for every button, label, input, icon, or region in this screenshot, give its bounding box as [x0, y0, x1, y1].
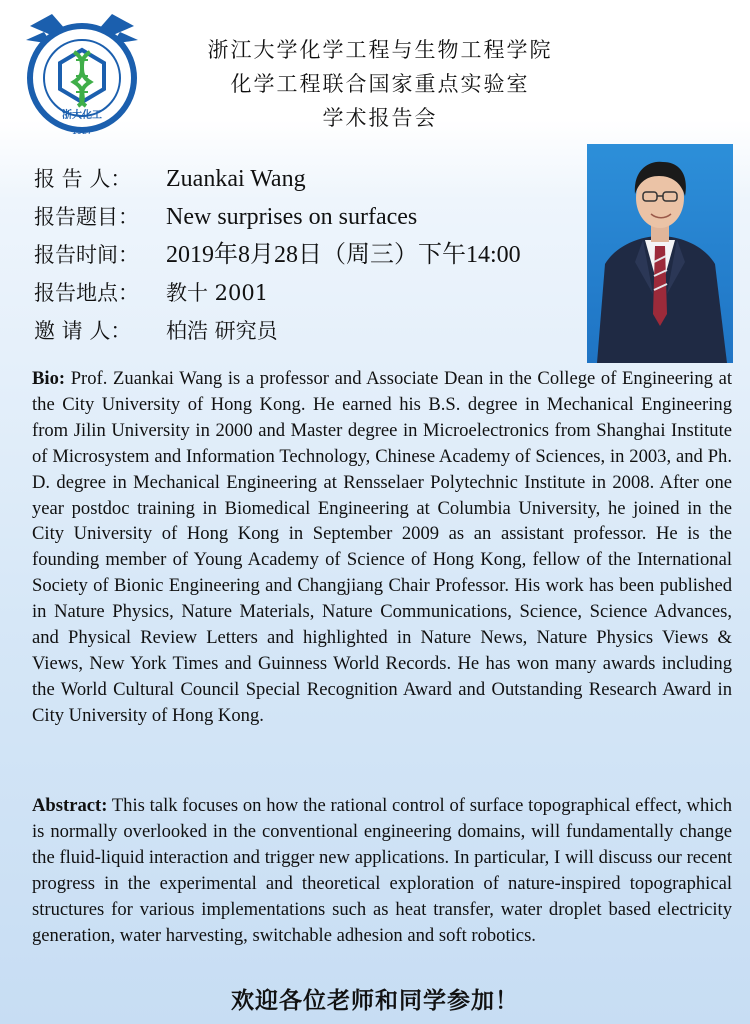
host-row: [34, 312, 521, 350]
abstract-text: This talk focuses on how the rational control of surface topographical effect, which is normally overlooked in the conventional engineering domains, will fundamentally change the fluid-liquid interaction and trigger new applications. In particular, I will discuss our recent progress in the experimental and theoretical exploration of nature-inspired topographical structures for various implementations such as heat transfer, water droplet based electricity generation, water harvesting, switchable adhesion and soft robotics.: [32, 795, 732, 946]
host-value: 柏浩 研究员: [166, 319, 278, 343]
time-label: 报告时间：: [34, 243, 139, 267]
place-value: 教十 2001: [166, 281, 269, 305]
welcome-footer: 欢迎各位老师和同学参加！: [231, 987, 519, 1014]
speaker-photo: [587, 144, 733, 363]
logo-inner-text: 浙大化工: [62, 110, 102, 121]
title-row: [34, 198, 521, 236]
header-line-3: 学术报告会: [322, 106, 438, 130]
title-value: New surprises on surfaces: [166, 204, 418, 230]
speaker-label: 报 告 人：: [34, 167, 132, 191]
abstract-section: [32, 793, 732, 948]
time-value: 2019年8月28日（周三）下午14:00: [166, 242, 521, 268]
logo-year: 1927: [71, 127, 93, 136]
header-line-2: 化学工程联合国家重点实验室: [230, 72, 530, 96]
time-row: [34, 236, 521, 274]
bio-section: [32, 366, 732, 729]
place-row: [34, 274, 521, 312]
header: [170, 33, 590, 135]
header-line-1: 浙江大学化学工程与生物工程学院: [207, 38, 553, 62]
bio-text: Prof. Zuankai Wang is a professor and Associate Dean in the College of Engineering at the City University of Hong Kong. He earned his B.S. degree in Mechanical Engineering from Jilin University in 2000 and Master degree in Microelectronics from Shanghai Institute of Microsystem and Information Technology, Chinese Academy of Sciences, in 2003, and Ph. D. degree in Mechanical Engineering at Rensselaer Polytechnic Institute in 2008. After one year postdoc training in Biomedical Engineering at Columbia University, he joined in the City University of Hong Kong in September 2009 as an assistant professor. He is the founding member of Young Academy of Science of Hong Kong, fellow of the International Society of Bionic Engineering and Changjiang Chair Professor. His work has been published in Nature Physics, Nature Materials, Nature Communications, Science, Science Advances, and Physical Review Letters and highlighted in Nature News, Nature Physics Views & Views, New York Times and Guinness World Records. He has won many awards including the World Cultural Council Special Recognition Award and Outstanding Research Award in City University of Hong Kong.: [32, 368, 732, 726]
host-label: 邀 请 人：: [34, 319, 132, 343]
college-logo: [22, 8, 142, 140]
place-label: 报告地点：: [34, 281, 139, 305]
speaker-row: [34, 160, 521, 198]
title-label: 报告题目：: [34, 205, 139, 229]
bio-label: Bio:: [32, 368, 66, 389]
abstract-label: Abstract:: [32, 795, 108, 816]
speaker-value: Zuankai Wang: [166, 166, 306, 192]
talk-info: [34, 160, 521, 350]
